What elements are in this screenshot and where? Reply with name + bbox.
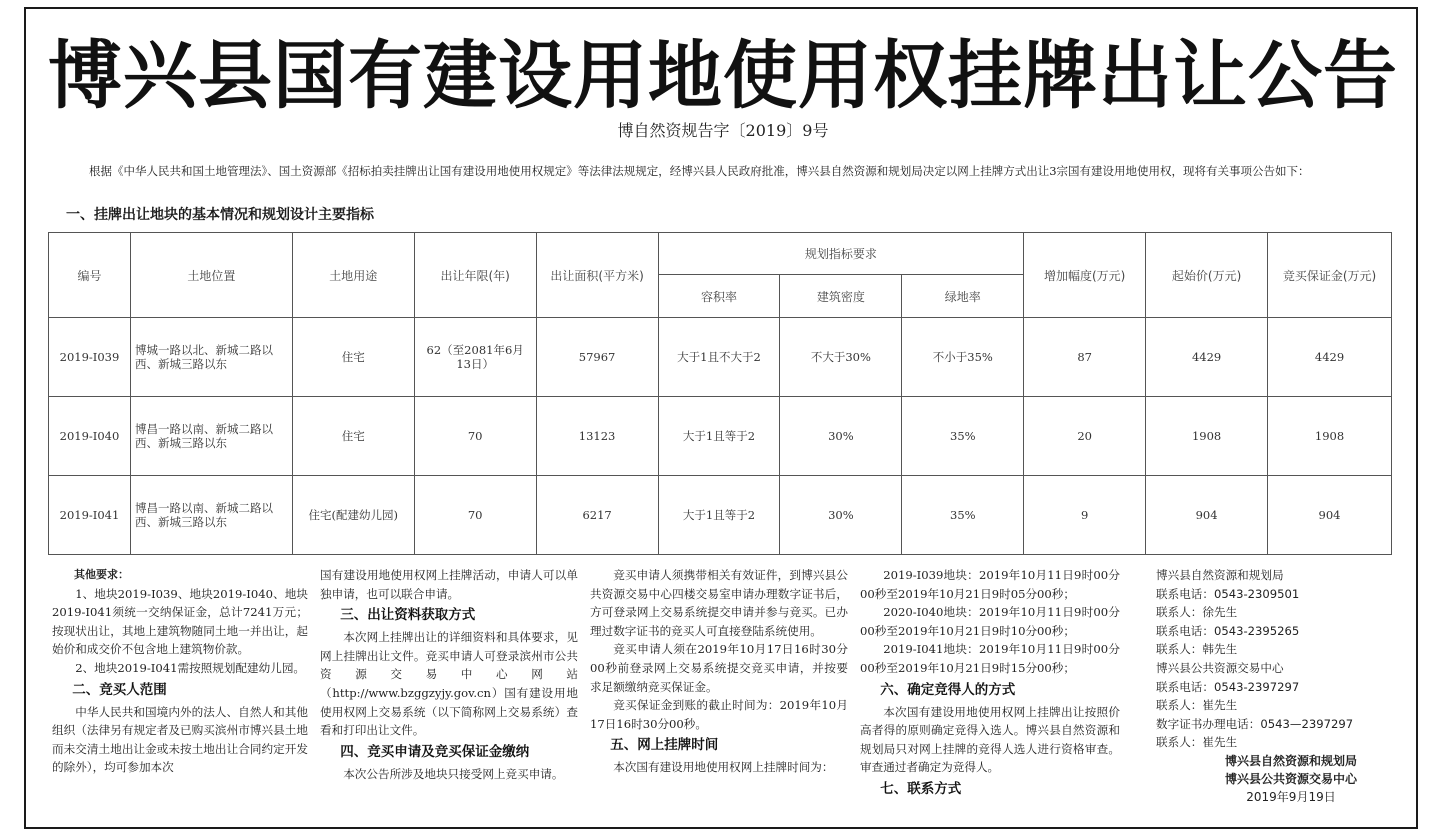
other-requirements-2: 2、地块2019-I041需按照规划配建幼儿园。 (75, 660, 306, 675)
intro-text: 根据《中华人民共和国土地管理法》、国土资源部《招标拍卖挂牌出让国有建设用地使用权规定》等法律法规规定，经博兴县人民政府批准，博兴县自然资源和规划局决定以网上挂牌方式出让3宗国有建设用地使用权，现将有关事项公告如下： (89, 164, 1310, 178)
cell-area: 6217 (536, 476, 658, 555)
cell-density: 30% (780, 476, 902, 555)
header-term: 出让年限(年) (414, 233, 536, 318)
cell-increment: 87 (1024, 318, 1146, 397)
header-deposit: 竞买保证金(万元) (1268, 233, 1392, 318)
cell-start-price: 4429 (1146, 318, 1268, 397)
table-row (49, 318, 1392, 397)
text-column-3 (590, 566, 848, 777)
cell-green: 35% (902, 397, 1024, 476)
intro-paragraph (66, 162, 1396, 181)
contact-line: 博兴县公共资源交易中心 (1156, 660, 1284, 675)
plot-table (48, 232, 1392, 555)
cell-code: 2019-I040 (49, 397, 131, 476)
deadline-text: 竞买申请人须在2019年10月17日16时30分00秒前登录网上交易系统提交竞买申请，并按要求足额缴纳竞买保证金。 (590, 642, 848, 694)
listing-time-text: 本次国有建设用地使用权网上挂牌时间为： (613, 760, 834, 775)
cell-code: 2019-I041 (49, 476, 131, 555)
header-green: 绿地率 (902, 275, 1024, 318)
contact-line: 联系人：徐先生 (1156, 605, 1238, 620)
signature-issuer-1: 博兴县自然资源和规划局 (1224, 753, 1357, 768)
cell-deposit: 904 (1268, 476, 1392, 555)
cell-far: 大于1且等于2 (658, 397, 780, 476)
header-code: 编号 (49, 233, 131, 318)
other-requirements-heading: 其他要求： (74, 568, 129, 581)
deposit-deadline-text: 竞买保证金到账的截止时间为：2019年10月17日16时30分00秒。 (590, 698, 848, 731)
certificate-text: 竞买申请人须携带相关有效证件，到博兴县公共资源交易中心四楼交易室申请办理数字证书后，方可登录网上交易系统提交申请并参与竞买。已办理过数字证书的竞买人可直接登陆系统使用。 (590, 568, 848, 638)
bidder-scope-text: 中华人民共和国境内外的法人、自然人和其他组织（法律另有规定者及已购买滨州市博兴县土地而未交清土地出让金或未按土地出让合同约定开发的除外），均可参加本次 (52, 704, 308, 775)
cell-far: 大于1且不大于2 (658, 318, 780, 397)
cell-start-price: 904 (1146, 476, 1268, 555)
cell-area: 13123 (536, 397, 658, 476)
cell-term: 70 (414, 476, 536, 555)
header-planning: 规划指标要求 (658, 233, 1024, 275)
header-location: 土地位置 (130, 233, 292, 318)
contact-line: 联系电话：0543-2397297 (1156, 679, 1300, 694)
winner-method-text: 本次国有建设用地使用权网上挂牌出让按照价高者得的原则确定竞得入选人。博兴县自然资源和规划局只对网上挂牌的竞得人选人进行资格审查。审查通过者确定为竞得人。 (860, 704, 1120, 775)
section-heading-6: 六、确定竞得人的方式 (880, 681, 1016, 698)
cell-green: 35% (902, 476, 1024, 555)
cell-deposit: 4429 (1268, 318, 1392, 397)
listing-time-i041: 2019-I041地块：2019年10月11日9时00分00秒至2019年10月21日9时15分00秒； (860, 642, 1120, 675)
section-heading-2: 二、竞买人范围 (72, 681, 167, 698)
contact-line: 联系人：崔先生 (1156, 735, 1238, 750)
contact-column (1156, 566, 1386, 806)
contact-line: 联系电话：0543-2395265 (1156, 623, 1300, 638)
signature-date: 2019年9月19日 (1246, 789, 1336, 804)
cell-term: 62（至2081年6月13日） (414, 318, 536, 397)
contact-line: 数字证书办理电话：0543—2397297 (1156, 716, 1354, 731)
application-text: 本次公告所涉及地块只接受网上竞买申请。 (343, 766, 564, 781)
cell-density: 不大于30% (780, 318, 902, 397)
cell-use: 住宅 (292, 318, 414, 397)
table-row (49, 397, 1392, 476)
cell-location: 博城一路以北、新城二路以西、新城三路以东 (130, 318, 292, 397)
section-heading-5: 五、网上挂牌时间 (610, 737, 719, 754)
cell-increment: 9 (1024, 476, 1146, 555)
header-area: 出让面积(平方米) (536, 233, 658, 318)
cell-use: 住宅(配建幼儿园) (292, 476, 414, 555)
bidder-scope-continued: 国有建设用地使用权网上挂牌活动，申请人可以单独申请，也可以联合申请。 (320, 568, 578, 601)
cell-increment: 20 (1024, 397, 1146, 476)
other-requirements-1: 1、地块2019-I039、地块2019-I040、地块2019-I041须统一交纳保证金，总计7241万元；按现状出让，其地上建筑物随同土地一并出让，起始价和成交价不包含地上建筑物价款。 (52, 586, 308, 657)
header-use: 土地用途 (292, 233, 414, 318)
section-heading-4: 四、竞买申请及竞买保证金缴纳 (340, 743, 530, 760)
cell-code: 2019-I039 (49, 318, 131, 397)
table-row (49, 476, 1392, 555)
listing-time-i040: 2020-I040地块：2019年10月11日9时00分00秒至2019年10月21日9时10分00秒； (860, 605, 1120, 638)
cell-use: 住宅 (292, 397, 414, 476)
contact-line: 联系电话：0543-2309501 (1156, 586, 1300, 601)
text-column-4 (860, 566, 1120, 802)
text-column-2 (320, 566, 578, 783)
section-heading-1: 一、挂牌出让地块的基本情况和规划设计主要指标 (66, 207, 374, 223)
cell-start-price: 1908 (1146, 397, 1268, 476)
listing-time-i039: 2019-I039地块：2019年10月11日9时00分00秒至2019年10月21日9时05分00秒； (860, 568, 1120, 601)
document-number: 博自然资规告字〔2019〕9号 (617, 121, 829, 140)
cell-deposit: 1908 (1268, 397, 1392, 476)
header-increment: 增加幅度(万元) (1024, 233, 1146, 318)
section-heading-7: 七、联系方式 (880, 780, 962, 797)
contact-line: 联系人：韩先生 (1156, 642, 1238, 657)
header-density: 建筑密度 (780, 275, 902, 318)
text-column-1 (52, 566, 308, 777)
contact-line: 博兴县自然资源和规划局 (1156, 568, 1284, 582)
header-start-price: 起始价(万元) (1146, 233, 1268, 318)
page-title: 博兴县国有建设用地使用权挂牌出让公告 (48, 33, 1398, 119)
section-heading-3: 三、出让资料获取方式 (340, 607, 476, 624)
cell-location: 博昌一路以南、新城二路以西、新城三路以东 (130, 476, 292, 555)
header-far: 容积率 (658, 275, 780, 318)
cell-far: 大于1且等于2 (658, 476, 780, 555)
cell-location: 博昌一路以南、新城二路以西、新城三路以东 (130, 397, 292, 476)
cell-green: 不小于35% (902, 318, 1024, 397)
cell-density: 30% (780, 397, 902, 476)
documents-text: 本次网上挂牌出让的详细资料和具体要求，见网上挂牌出让文件。竞买申请人可登录滨州市公共资源交易中心网站（http://www.bzggzyjy.gov.cn）国有建设用地使用权网上交易系统（以下简称网上交易系统）查看和打印出让文件。 (320, 630, 578, 738)
cell-term: 70 (414, 397, 536, 476)
cell-area: 57967 (536, 318, 658, 397)
contact-line: 联系人：崔先生 (1156, 698, 1238, 713)
signature-issuer-2: 博兴县公共资源交易中心 (1224, 771, 1357, 786)
